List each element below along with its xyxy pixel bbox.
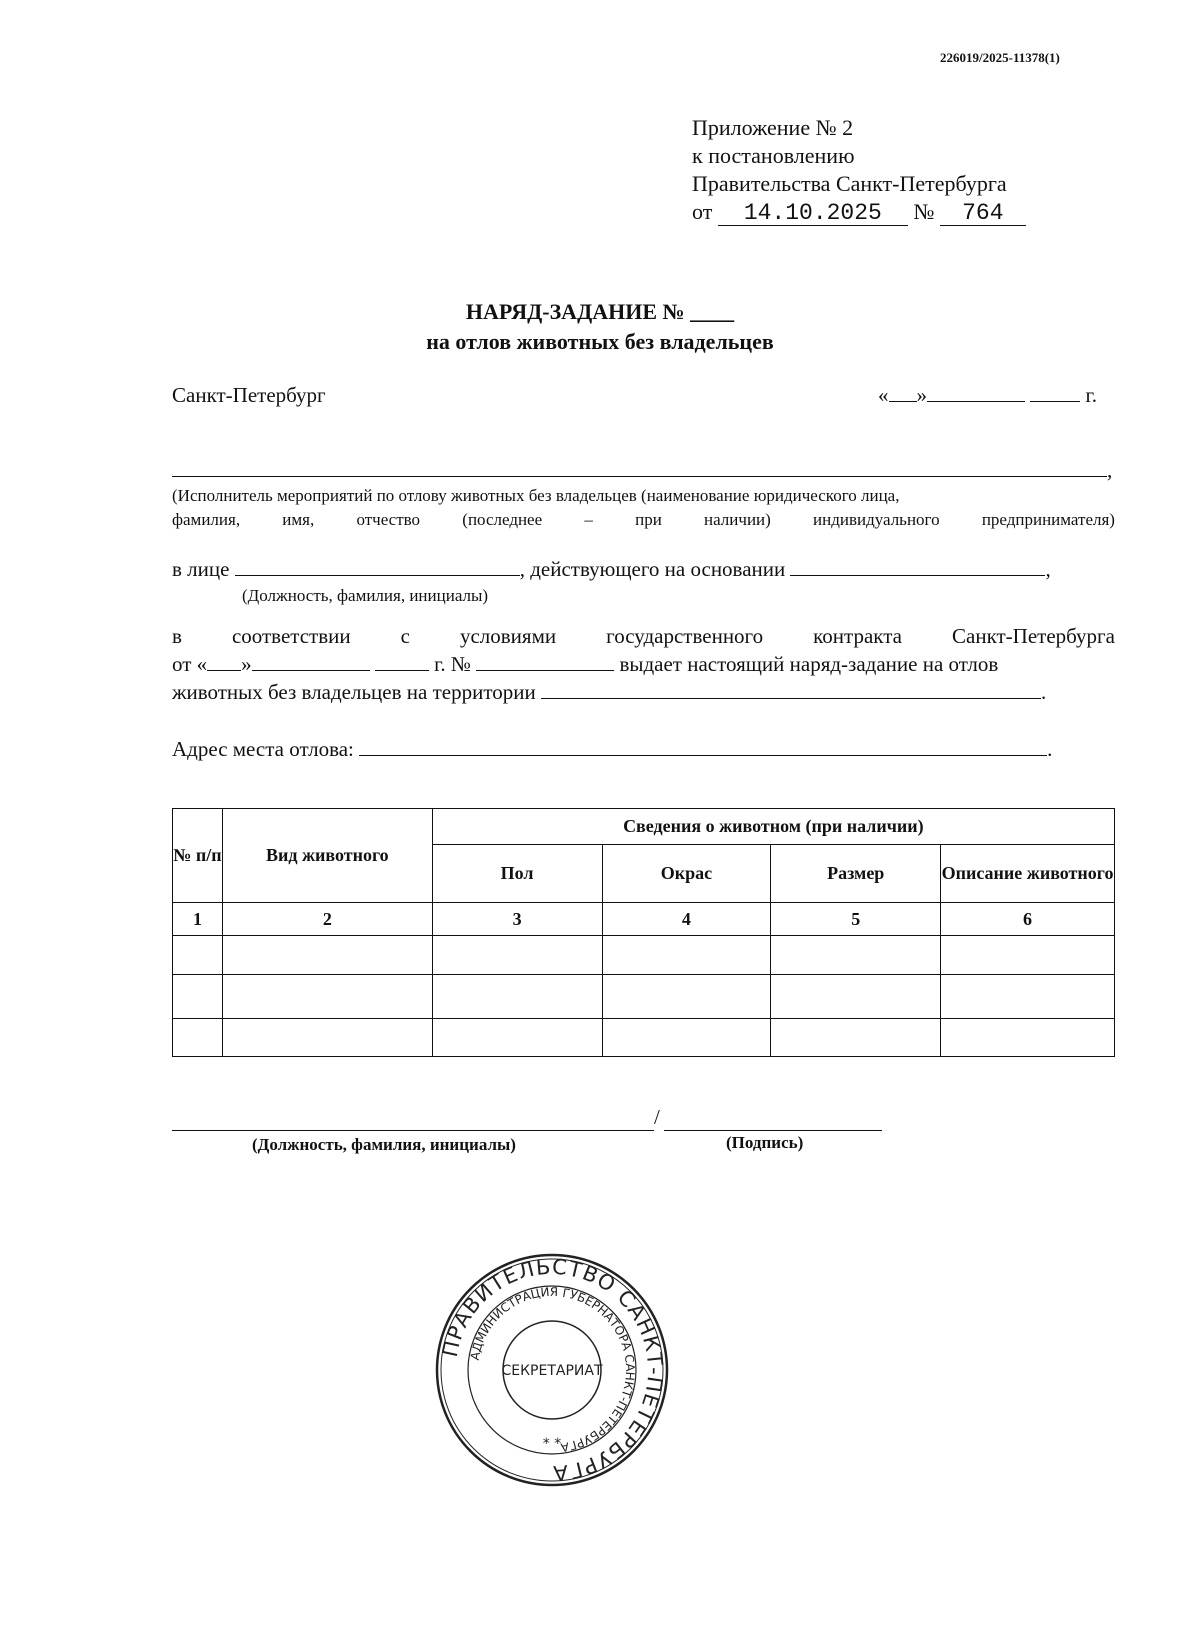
document-title: НАРЯД-ЗАДАНИЕ № ____ (465, 299, 735, 324)
animal-table (172, 808, 1115, 1057)
city: Санкт-Петербург (172, 383, 326, 407)
contract-line-2: от « » г. № выдает настоящий наряд-задание на отлов (172, 652, 999, 676)
official-stamp (434, 1252, 670, 1488)
document-subtitle: на отлов животных без владельцев (426, 329, 774, 354)
address-blank[interactable] (359, 737, 1047, 756)
resolution-number: 764 (940, 201, 1026, 226)
year-blank[interactable] (1030, 383, 1080, 402)
in-person-line: в лице , действующего на основании , (172, 557, 1051, 581)
territory-blank[interactable] (541, 680, 1041, 699)
col-size-header: Размер (771, 845, 941, 903)
col-sex-header: Пол (432, 845, 602, 903)
group-header: Сведения о животном (при наличии) (432, 809, 1114, 845)
appendix-resolution: к постановлению (692, 143, 855, 168)
table-row (173, 936, 1115, 975)
from-label: от (692, 199, 713, 224)
executor-blank[interactable] (172, 476, 1107, 477)
in-person-blank[interactable] (235, 557, 520, 576)
contract-number-blank[interactable] (476, 652, 614, 671)
signature-caption-position: (Должность, фамилия, инициалы) (252, 1135, 516, 1154)
column-numbers-row: 1 2 3 4 5 6 (173, 903, 1115, 936)
stamp-outer-text: ПРАВИТЕЛЬСТВО САНКТ-ПЕТЕРБУРГА (437, 1254, 668, 1486)
col-number-header: № п/п (173, 809, 223, 903)
basis-blank[interactable] (790, 557, 1045, 576)
contract-year-blank[interactable] (375, 652, 429, 671)
document-id: 226019/2025-11378(1) (940, 50, 1060, 65)
signature-slash: / (654, 1105, 660, 1129)
table-row (173, 975, 1115, 1019)
contract-line-1: в соответствии с условиями государственного контракта Санкт-Петербурга (172, 624, 1115, 648)
position-signature-blank[interactable] (172, 1130, 654, 1131)
stamp-center-text: СЕКРЕТАРИАТ (501, 1363, 603, 1379)
contract-month-blank[interactable] (252, 652, 370, 671)
resolution-date: 14.10.2025 (718, 201, 908, 226)
number-label: № (913, 199, 935, 224)
appendix-block (692, 114, 1026, 226)
appendix-date-line (692, 198, 1026, 226)
col-color-header: Окрас (602, 845, 771, 903)
address-line: Адрес места отлова: . (172, 737, 1053, 761)
col-kind-header: Вид животного (222, 809, 432, 903)
executor-caption-2: фамилия, имя, отчество (последнее – при наличии) индивидуального предпринимателя) (172, 510, 1115, 529)
stamp-stars: * * (542, 1436, 562, 1452)
table-row (173, 1019, 1115, 1057)
executor-comma: , (1107, 458, 1113, 482)
contract-day-blank[interactable] (207, 652, 241, 671)
signature-blank[interactable] (664, 1130, 882, 1131)
in-person-caption: (Должность, фамилия, инициалы) (242, 586, 489, 605)
appendix-title: Приложение № 2 (692, 115, 854, 140)
day-blank[interactable] (889, 383, 917, 402)
col-desc-header: Описание животного (941, 845, 1115, 903)
stamp-inner-text: АДМИНИСТРАЦИЯ ГУБЕРНАТОРА САНКТ-ПЕТЕРБУРГА (467, 1284, 638, 1455)
month-blank[interactable] (927, 383, 1025, 402)
appendix-government: Правительства Санкт-Петербурга (692, 171, 1007, 196)
contract-line-3: животных без владельцев на территории . (172, 680, 1047, 704)
signature-caption-sign: (Подпись) (726, 1133, 804, 1152)
date-template: « » г. (878, 383, 1097, 407)
executor-caption-1: (Исполнитель мероприятий по отлову животных без владельцев (наименование юридического лица, (172, 486, 900, 505)
